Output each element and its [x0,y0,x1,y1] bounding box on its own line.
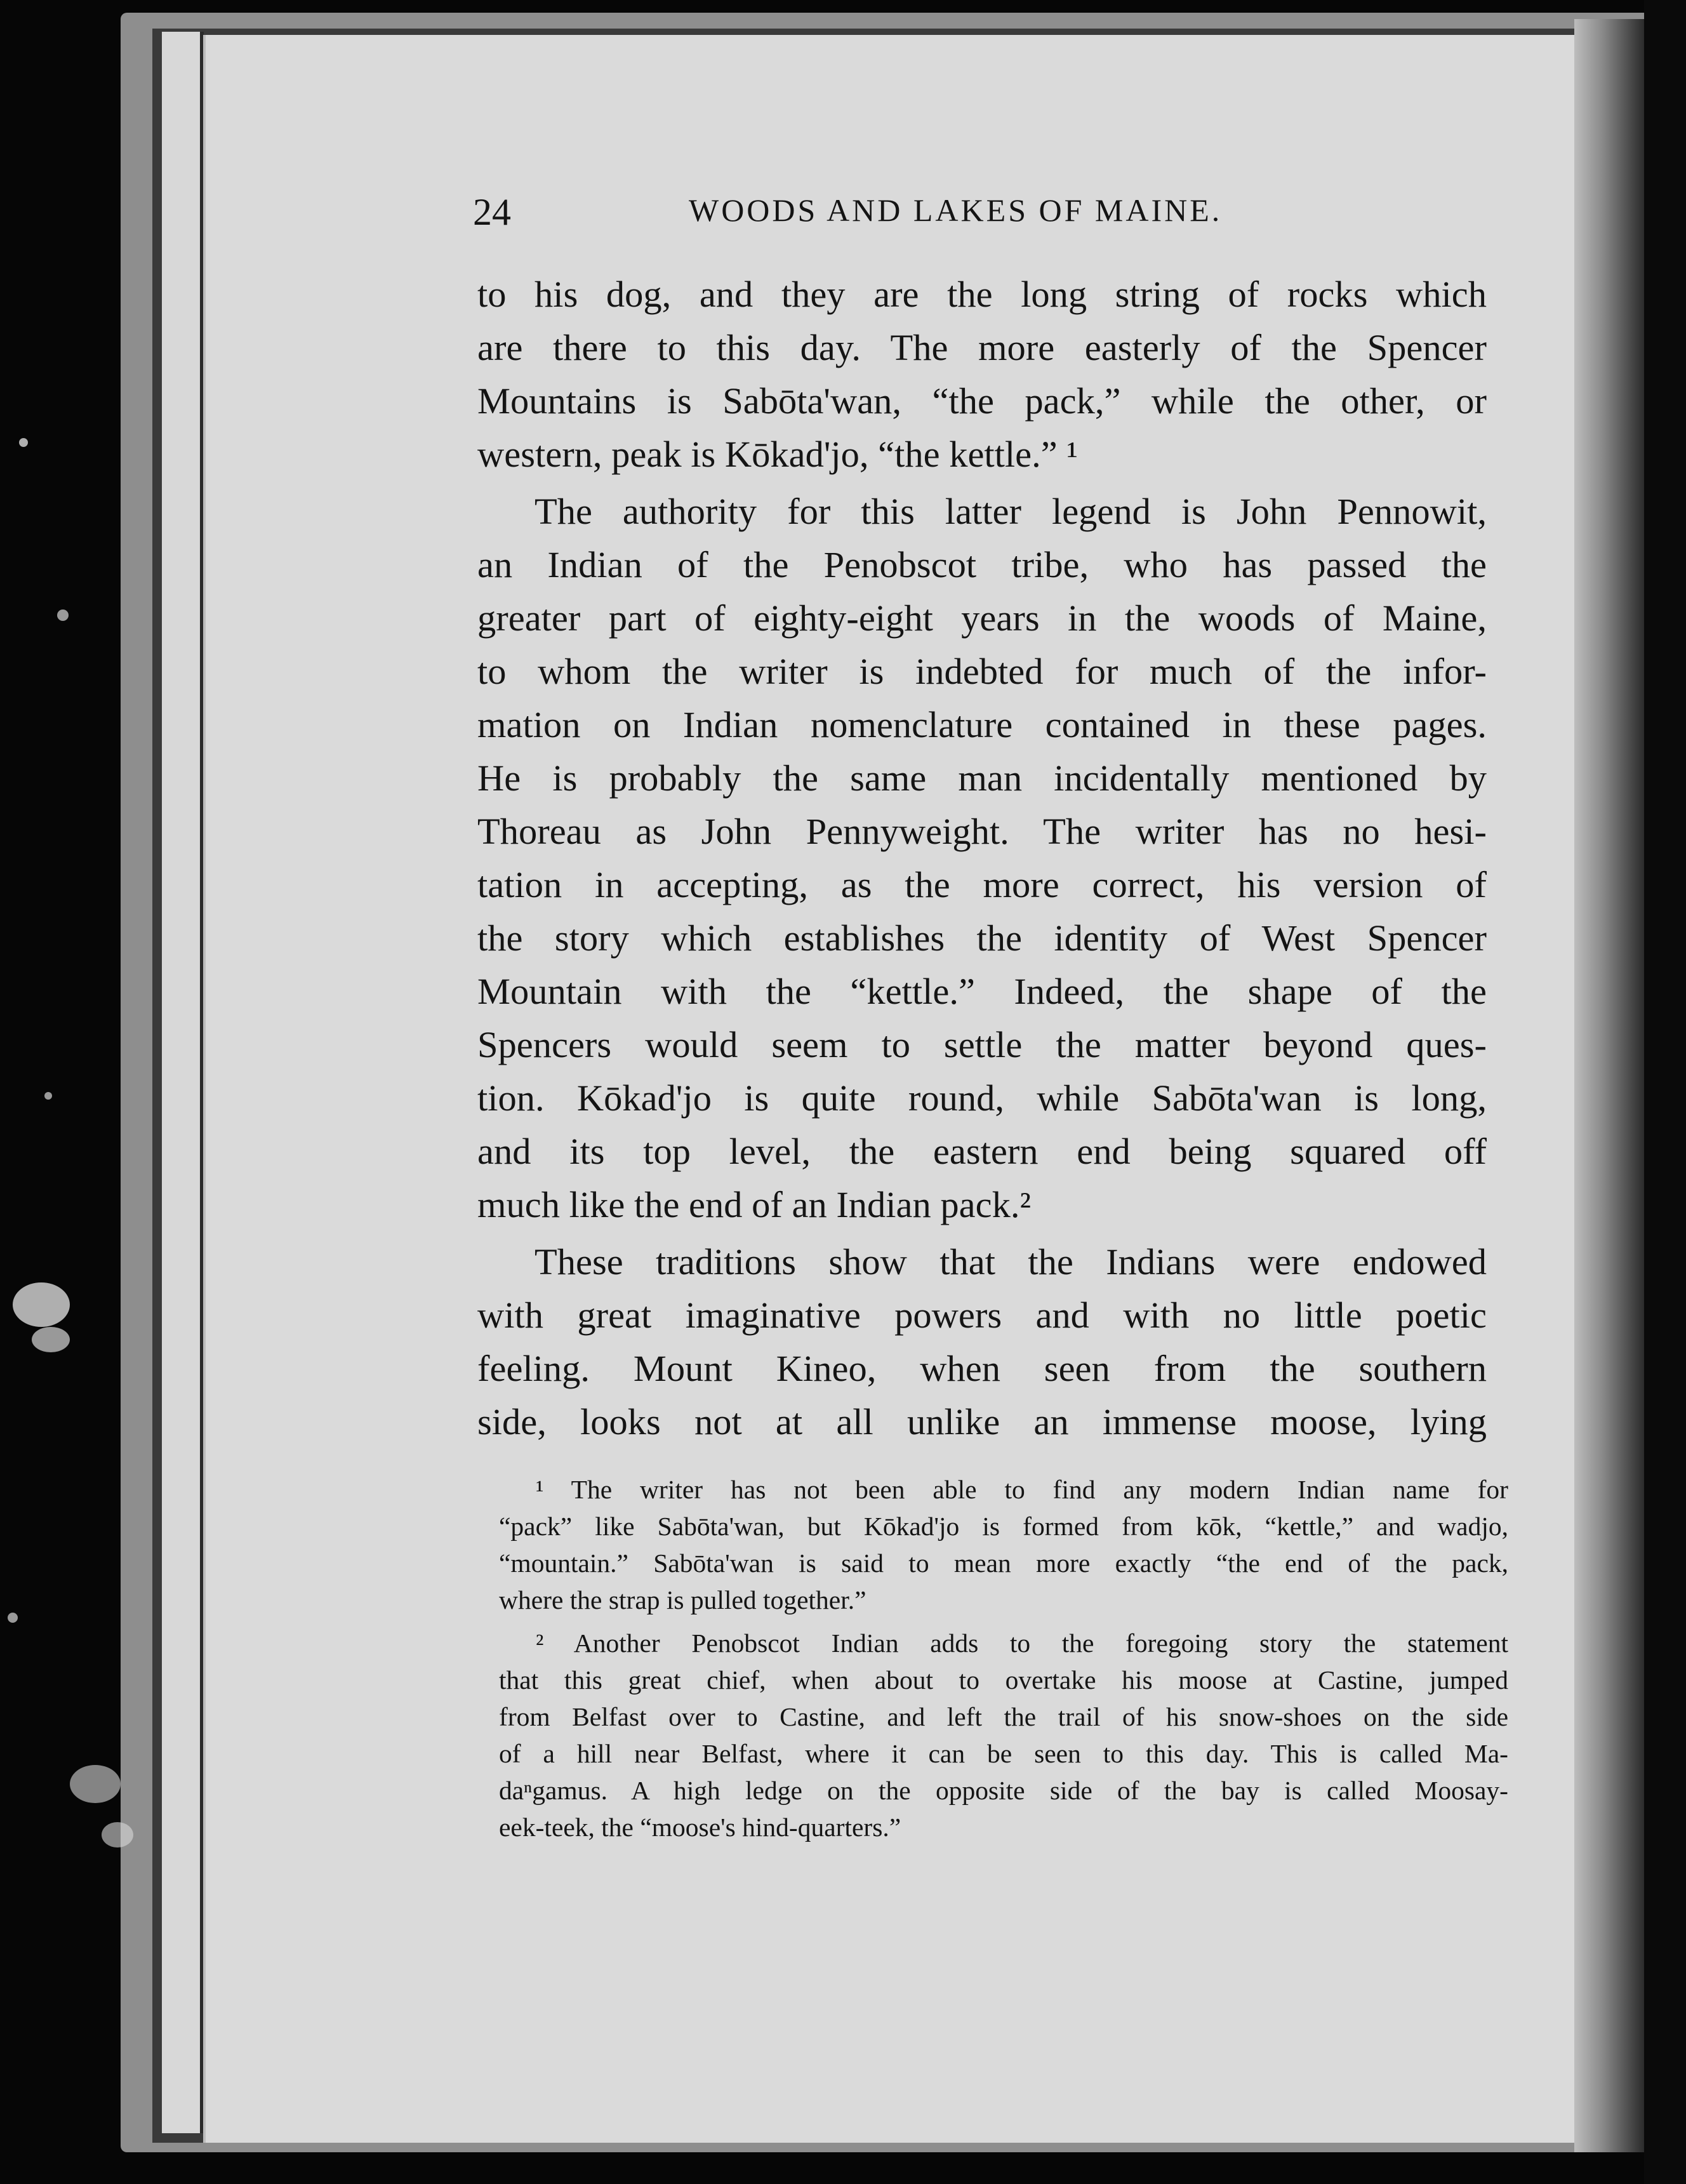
running-head: WOODS AND LAKES OF MAINE. [689,192,1223,228]
body-line: greater part of eighty-eight years in the woods of Maine, [477,597,1487,639]
body-line: tion. Kōkad'jo is quite round, while Sabōta'wan is long, [477,1077,1487,1119]
body-line: Thoreau as John Pennyweight. The writer has no hesi- [477,811,1487,852]
body-line: western, peak is Kōkad'jo, “the kettle.” ¹ [477,434,1078,475]
footnote-line: ¹ The writer has not been able to find any modern Indian name for [536,1475,1508,1504]
body-line: Mountain with the “kettle.” Indeed, the shape of the [477,971,1487,1012]
body-line: the story which establishes the identity of West Spencer [477,917,1487,959]
body-line: The authority for this latter legend is John Pennowit, [534,491,1487,532]
footnote-line: “pack” like Sabōta'wan, but Kōkad'jo is formed from kōk, “kettle,” and wadjo, [499,1512,1508,1541]
body-line: Spencers would seem to settle the matter beyond ques- [477,1024,1487,1065]
footnote-line: from Belfast over to Castine, and left the trail of his snow-shoes on the side [499,1702,1508,1731]
body-line: an Indian of the Penobscot tribe, who has passed the [477,544,1487,585]
body-line: feeling. Mount Kineo, when seen from the southern [477,1348,1487,1389]
body-line: These traditions show that the Indians were endowed [534,1241,1487,1282]
body-line: are there to this day. The more easterly of the Spencer [477,327,1487,368]
footnote-line: eek-teek, the “moose's hind-quarters.” [499,1813,901,1842]
footnote-line: ² Another Penobscot Indian adds to the foregoing story the statement [536,1628,1508,1658]
body-line: to whom the writer is indebted for much of the infor- [477,651,1487,692]
footnote-line: that this great chief, when about to overtake his moose at Castine, jumped [499,1665,1508,1695]
body-line: to his dog, and they are the long string of rocks which [477,274,1487,315]
body-line: Mountains is Sabōta'wan, “the pack,” while the other, or [477,380,1487,422]
footnote-line: daⁿgamus. A high ledge on the opposite side of the bay is called Moosay- [499,1776,1508,1805]
body-line: with great imaginative powers and with no little poetic [477,1295,1487,1336]
body-line: much like the end of an Indian pack.² [477,1184,1031,1225]
footnote-line: of a hill near Belfast, where it can be seen to this day. This is called Ma- [499,1739,1508,1768]
body-line: and its top level, the eastern end being squared off [477,1131,1487,1172]
page-number: 24 [473,191,511,233]
body-line: tation in accepting, as the more correct, his version of [477,864,1487,905]
body-line: He is probably the same man incidentally mentioned by [477,757,1487,799]
footnote-line: “mountain.” Sabōta'wan is said to mean more exactly “the end of the pack, [499,1548,1508,1578]
body-line: mation on Indian nomenclature contained in these pages. [477,704,1487,745]
body-line: side, looks not at all unlike an immense moose, lying [477,1401,1487,1442]
footnote-line: where the strap is pulled together.” [499,1585,866,1615]
